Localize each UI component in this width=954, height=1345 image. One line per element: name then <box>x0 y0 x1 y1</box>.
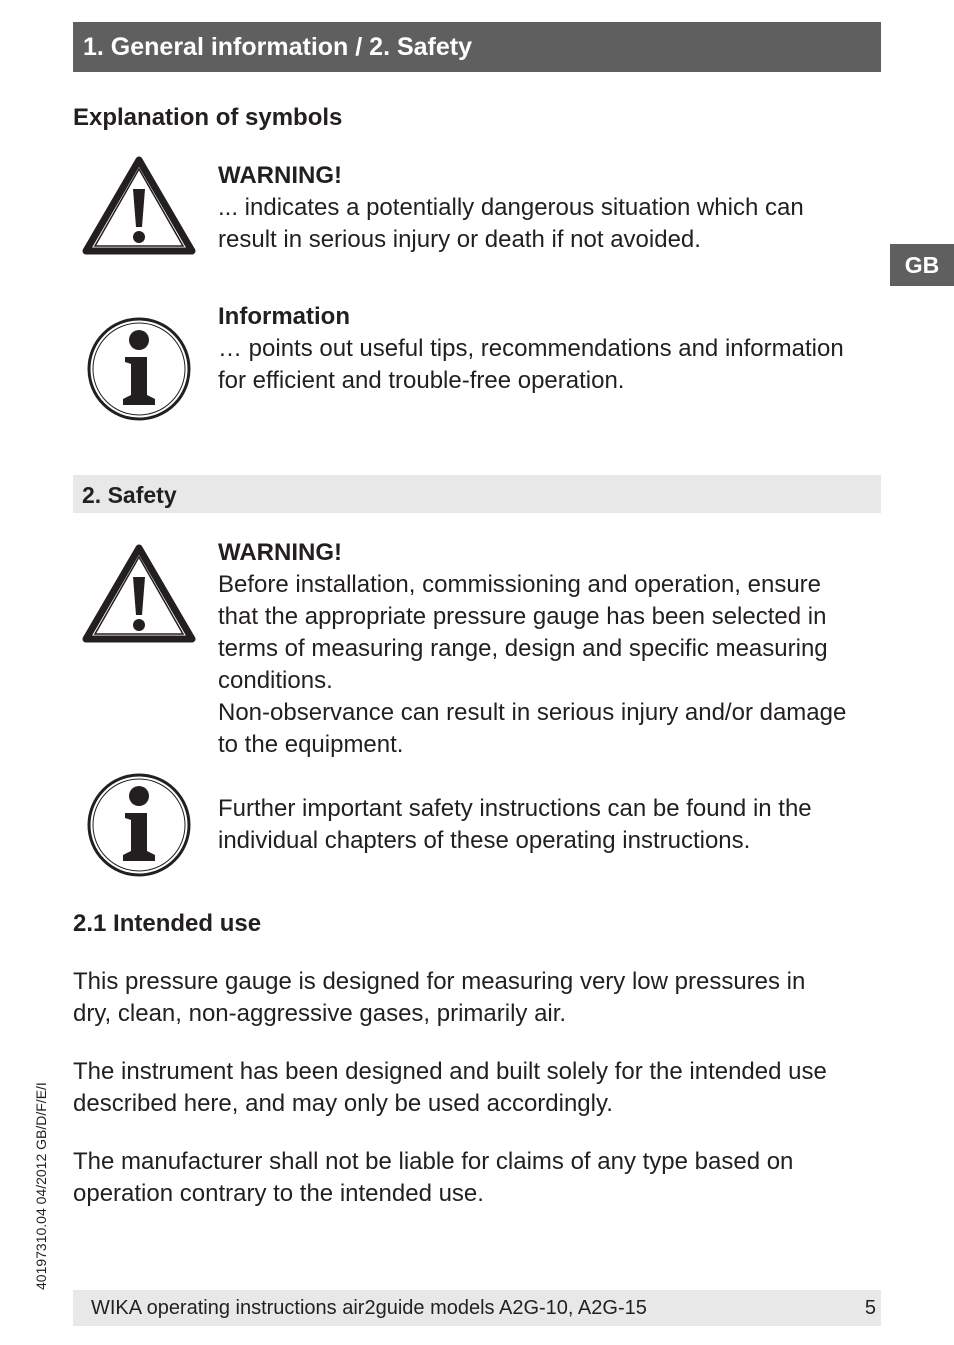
intended-use-paragraph <box>73 1056 827 1120</box>
information-icon <box>85 771 193 879</box>
paragraph-line: The manufacturer shall not be liable for claims of any type based on <box>73 1148 794 1175</box>
document-code: 40197310.04 04/2012 GB/D/F/E/I <box>33 1082 49 1290</box>
warning-text-line: conditions. <box>218 667 333 694</box>
footer-bar <box>73 1290 881 1326</box>
warning-label: WARNING! <box>218 162 342 189</box>
warning-text-line: that the appropriate pressure gauge has been selected in <box>218 603 827 630</box>
section-header: 1. General information / 2. Safety <box>73 22 881 72</box>
paragraph-line: operation contrary to the intended use. <box>73 1180 484 1207</box>
symbols-information-block <box>218 301 844 397</box>
information-icon <box>85 315 193 423</box>
intended-use-heading: 2.1 Intended use <box>73 910 262 937</box>
symbols-warning-block <box>218 160 804 256</box>
page-number: 5 <box>864 1297 876 1319</box>
info-text-line: Further important safety instructions can be found in the <box>218 795 812 822</box>
symbols-heading: Explanation of symbols <box>73 104 343 131</box>
information-text-line: for efficient and trouble-free operation. <box>218 367 625 394</box>
warning-triangle-icon <box>82 155 196 255</box>
footer-text: WIKA operating instructions air2guide models A2G-10, A2G-15 <box>91 1297 647 1319</box>
information-label: Information <box>218 303 350 330</box>
warning-text-line: Non-observance can result in serious injury and/or damage <box>218 699 847 726</box>
intended-use-paragraph <box>73 1146 793 1210</box>
language-tab: GB <box>890 244 954 286</box>
paragraph-line: The instrument has been designed and built solely for the intended use <box>73 1058 827 1085</box>
information-text-line: … points out useful tips, recommendations and information <box>218 335 844 362</box>
info-text-line: individual chapters of these operating instructions. <box>218 827 751 854</box>
paragraph-line: described here, and may only be used accordingly. <box>73 1090 613 1117</box>
warning-text-line: ... indicates a potentially dangerous situation which can <box>218 194 804 221</box>
warning-text-line: Before installation, commissioning and operation, ensure <box>218 571 822 598</box>
paragraph-line: dry, clean, non-aggressive gases, primarily air. <box>73 1000 567 1027</box>
intended-use-paragraph <box>73 966 805 1030</box>
safety-info-block <box>218 793 812 857</box>
warning-text-line: to the equipment. <box>218 731 404 758</box>
warning-text-line: result in serious injury or death if not avoided. <box>218 226 701 253</box>
safety-heading-bar: 2. Safety <box>73 475 881 513</box>
safety-warning-block <box>218 537 846 761</box>
paragraph-line: This pressure gauge is designed for measuring very low pressures in <box>73 968 806 995</box>
warning-label: WARNING! <box>218 539 342 566</box>
warning-text-line: terms of measuring range, design and specific measuring <box>218 635 828 662</box>
warning-triangle-icon <box>82 543 196 643</box>
